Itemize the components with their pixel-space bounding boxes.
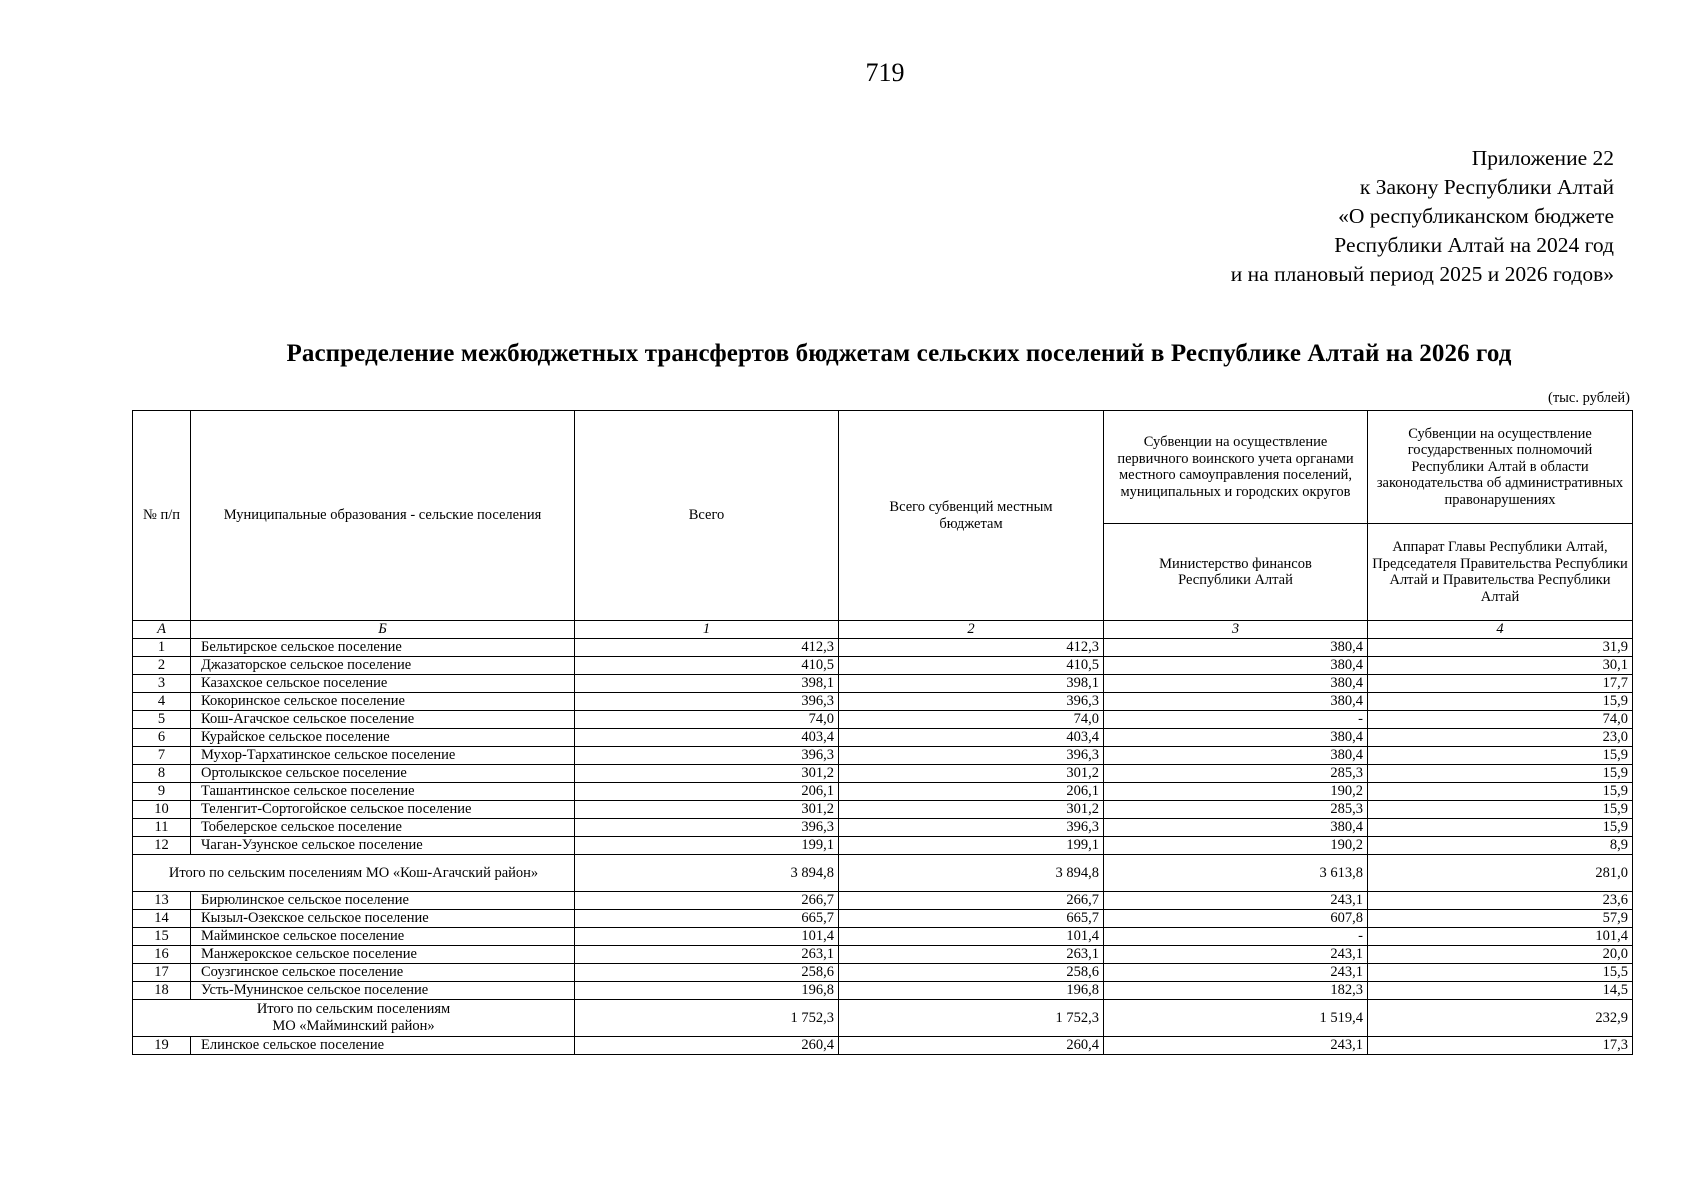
table-row	[133, 892, 1633, 910]
subtotal-admin-offences-cell: 232,9	[1368, 1000, 1633, 1037]
settlement-name-cell: Усть-Мунинское сельское поселение	[191, 982, 575, 1000]
settlement-name-cell: Елинское сельское поселение	[191, 1037, 575, 1055]
settlement-name-cell: Казахское сельское поселение	[191, 675, 575, 693]
admin-offences-cell: 15,9	[1368, 747, 1633, 765]
table-row	[133, 657, 1633, 675]
admin-offences-cell: 17,3	[1368, 1037, 1633, 1055]
military-records-cell: -	[1104, 928, 1368, 946]
admin-offences-cell: 20,0	[1368, 946, 1633, 964]
admin-offences-cell: 74,0	[1368, 711, 1633, 729]
admin-offences-cell: 15,9	[1368, 765, 1633, 783]
row-number-cell: 17	[133, 964, 191, 982]
military-records-cell: 380,4	[1104, 639, 1368, 657]
settlement-name-cell: Ортолыкское сельское поселение	[191, 765, 575, 783]
subventions-total-cell: 665,7	[839, 910, 1104, 928]
total-cell: 396,3	[575, 693, 839, 711]
appendix-line: Приложение 22	[1471, 146, 1614, 170]
military-records-cell: 380,4	[1104, 693, 1368, 711]
letter-cell: 1	[575, 621, 839, 639]
row-number-cell: 19	[133, 1037, 191, 1055]
settlement-name-cell: Соузгинское сельское поселение	[191, 964, 575, 982]
military-records-cell: 380,4	[1104, 729, 1368, 747]
table-row	[133, 964, 1633, 982]
budget-table	[132, 410, 1633, 1055]
total-cell: 266,7	[575, 892, 839, 910]
header-num: № п/п	[133, 411, 191, 621]
admin-offences-cell: 15,9	[1368, 693, 1633, 711]
admin-offences-cell: 15,9	[1368, 801, 1633, 819]
table-row	[133, 711, 1633, 729]
total-cell: 74,0	[575, 711, 839, 729]
military-records-cell: 243,1	[1104, 892, 1368, 910]
header-total: Всего	[575, 411, 839, 621]
total-cell: 206,1	[575, 783, 839, 801]
settlement-name-cell: Бельтирское сельское поселение	[191, 639, 575, 657]
row-number-cell: 16	[133, 946, 191, 964]
total-cell: 410,5	[575, 657, 839, 675]
admin-offences-cell: 23,0	[1368, 729, 1633, 747]
subventions-total-cell: 258,6	[839, 964, 1104, 982]
letter-row	[133, 621, 1633, 639]
header-government-office: Аппарат Главы Республики Алтай, Председателя Правительства Республики Алтай и Правительства Республики Алтай	[1368, 524, 1633, 621]
military-records-cell: -	[1104, 711, 1368, 729]
subventions-total-cell: 266,7	[839, 892, 1104, 910]
admin-offences-cell: 8,9	[1368, 837, 1633, 855]
table-row	[133, 639, 1633, 657]
subtotal-label-line: МО «Майминский район»	[272, 1018, 435, 1034]
admin-offences-cell: 101,4	[1368, 928, 1633, 946]
military-records-cell: 285,3	[1104, 765, 1368, 783]
subtotal-military-records-cell: 1 519,4	[1104, 1000, 1368, 1037]
table-row	[133, 982, 1633, 1000]
military-records-cell: 380,4	[1104, 657, 1368, 675]
letter-cell: Б	[191, 621, 575, 639]
table-row	[133, 747, 1633, 765]
table-row	[133, 819, 1633, 837]
appendix-line: «О республиканском бюджете	[1338, 204, 1614, 228]
table-row	[133, 928, 1633, 946]
row-number-cell: 2	[133, 657, 191, 675]
subventions-total-cell: 196,8	[839, 982, 1104, 1000]
admin-offences-cell: 30,1	[1368, 657, 1633, 675]
table-row	[133, 693, 1633, 711]
row-number-cell: 15	[133, 928, 191, 946]
row-number-cell: 1	[133, 639, 191, 657]
total-cell: 301,2	[575, 801, 839, 819]
total-cell: 301,2	[575, 765, 839, 783]
row-number-cell: 9	[133, 783, 191, 801]
admin-offences-cell: 23,6	[1368, 892, 1633, 910]
header-admin-offences: Субвенции на осуществление государственных полномочий Республики Алтай в области законодательства об административных правонарушениях	[1368, 411, 1633, 524]
table-row	[133, 837, 1633, 855]
total-cell: 412,3	[575, 639, 839, 657]
letter-cell: 3	[1104, 621, 1368, 639]
row-number-cell: 7	[133, 747, 191, 765]
table-row	[133, 946, 1633, 964]
military-records-cell: 182,3	[1104, 982, 1368, 1000]
admin-offences-cell: 17,7	[1368, 675, 1633, 693]
total-cell: 260,4	[575, 1037, 839, 1055]
table-row	[133, 675, 1633, 693]
total-cell: 396,3	[575, 747, 839, 765]
settlement-name-cell: Кокоринское сельское поселение	[191, 693, 575, 711]
subventions-total-cell: 396,3	[839, 747, 1104, 765]
admin-offences-cell: 15,5	[1368, 964, 1633, 982]
subtotal-total-cell: 3 894,8	[575, 855, 839, 892]
row-number-cell: 3	[133, 675, 191, 693]
subventions-total-cell: 396,3	[839, 819, 1104, 837]
settlement-name-cell: Ташантинское сельское поселение	[191, 783, 575, 801]
subventions-total-cell: 199,1	[839, 837, 1104, 855]
subtotal-admin-offences-cell: 281,0	[1368, 855, 1633, 892]
units-label: (тыс. рублей)	[1548, 390, 1630, 406]
settlement-name-cell: Теленгит-Сортогойское сельское поселение	[191, 801, 575, 819]
table-row	[133, 801, 1633, 819]
appendix-line: Республики Алтай на 2024 год	[1334, 233, 1614, 257]
military-records-cell: 190,2	[1104, 783, 1368, 801]
row-number-cell: 4	[133, 693, 191, 711]
letter-cell: А	[133, 621, 191, 639]
header-subventions-total: Всего субвенций местным бюджетам	[839, 411, 1104, 621]
table-row	[133, 729, 1633, 747]
appendix-block	[1231, 144, 1614, 289]
header-ministry-finance: Министерство финансов Республики Алтай	[1104, 524, 1368, 621]
subventions-total-cell: 396,3	[839, 693, 1104, 711]
military-records-cell: 243,1	[1104, 964, 1368, 982]
admin-offences-cell: 15,9	[1368, 819, 1633, 837]
admin-offences-cell: 15,9	[1368, 783, 1633, 801]
row-number-cell: 6	[133, 729, 191, 747]
total-cell: 196,8	[575, 982, 839, 1000]
row-number-cell: 10	[133, 801, 191, 819]
total-cell: 199,1	[575, 837, 839, 855]
subtotal-total-cell: 1 752,3	[575, 1000, 839, 1037]
subtotal-subventions-cell: 1 752,3	[839, 1000, 1104, 1037]
letter-cell: 2	[839, 621, 1104, 639]
total-cell: 665,7	[575, 910, 839, 928]
admin-offences-cell: 14,5	[1368, 982, 1633, 1000]
subventions-total-cell: 301,2	[839, 801, 1104, 819]
subtotal-subventions-cell: 3 894,8	[839, 855, 1104, 892]
row-number-cell: 12	[133, 837, 191, 855]
settlement-name-cell: Бирюлинское сельское поселение	[191, 892, 575, 910]
document-title: Распределение межбюджетных трансфертов бюджетам сельских поселений в Республике Алтай на 2026 год	[286, 340, 1512, 367]
table-row	[133, 1037, 1633, 1055]
row-number-cell: 18	[133, 982, 191, 1000]
subventions-total-cell: 74,0	[839, 711, 1104, 729]
subtotal-label	[133, 1000, 575, 1037]
subtotal-label: Итого по сельским поселениям МО «Кош-Агачский район»	[133, 855, 575, 892]
row-number-cell: 5	[133, 711, 191, 729]
military-records-cell: 607,8	[1104, 910, 1368, 928]
subventions-total-cell: 301,2	[839, 765, 1104, 783]
subventions-total-cell: 412,3	[839, 639, 1104, 657]
military-records-cell: 243,1	[1104, 1037, 1368, 1055]
row-number-cell: 11	[133, 819, 191, 837]
appendix-line: к Закону Республики Алтай	[1359, 175, 1614, 199]
row-number-cell: 8	[133, 765, 191, 783]
settlement-name-cell: Кош-Агачское сельское поселение	[191, 711, 575, 729]
military-records-cell: 380,4	[1104, 819, 1368, 837]
table-row	[133, 765, 1633, 783]
admin-offences-cell: 57,9	[1368, 910, 1633, 928]
subtotal-row	[133, 1000, 1633, 1037]
subventions-total-cell: 206,1	[839, 783, 1104, 801]
subventions-total-cell: 403,4	[839, 729, 1104, 747]
settlement-name-cell: Мухор-Тархатинское сельское поселение	[191, 747, 575, 765]
military-records-cell: 243,1	[1104, 946, 1368, 964]
subventions-total-cell: 263,1	[839, 946, 1104, 964]
total-cell: 101,4	[575, 928, 839, 946]
letter-cell: 4	[1368, 621, 1633, 639]
subtotal-military-records-cell: 3 613,8	[1104, 855, 1368, 892]
settlement-name-cell: Кызыл-Озекское сельское поселение	[191, 910, 575, 928]
admin-offences-cell: 31,9	[1368, 639, 1633, 657]
header-name: Муниципальные образования - сельские поселения	[191, 411, 575, 621]
total-cell: 398,1	[575, 675, 839, 693]
settlement-name-cell: Тобелерское сельское поселение	[191, 819, 575, 837]
page-number: 719	[865, 58, 905, 87]
table-row	[133, 783, 1633, 801]
subventions-total-cell: 410,5	[839, 657, 1104, 675]
settlement-name-cell: Джазаторское сельское поселение	[191, 657, 575, 675]
total-cell: 403,4	[575, 729, 839, 747]
military-records-cell: 380,4	[1104, 675, 1368, 693]
subventions-total-cell: 260,4	[839, 1037, 1104, 1055]
settlement-name-cell: Курайское сельское поселение	[191, 729, 575, 747]
settlement-name-cell: Чаган-Узунское сельское поселение	[191, 837, 575, 855]
header-military-records: Субвенции на осуществление первичного воинского учета органами местного самоуправления поселений, муниципальных и городских округов	[1104, 411, 1368, 524]
subtotal-label-line: Итого по сельским поселениям	[256, 1001, 451, 1017]
total-cell: 258,6	[575, 964, 839, 982]
total-cell: 263,1	[575, 946, 839, 964]
settlement-name-cell: Манжерокское сельское поселение	[191, 946, 575, 964]
appendix-line: и на плановый период 2025 и 2026 годов»	[1230, 262, 1614, 286]
subventions-total-cell: 101,4	[839, 928, 1104, 946]
row-number-cell: 13	[133, 892, 191, 910]
settlement-name-cell: Майминское сельское поселение	[191, 928, 575, 946]
row-number-cell: 14	[133, 910, 191, 928]
table-row	[133, 910, 1633, 928]
military-records-cell: 380,4	[1104, 747, 1368, 765]
total-cell: 396,3	[575, 819, 839, 837]
header-row	[133, 411, 1633, 524]
military-records-cell: 190,2	[1104, 837, 1368, 855]
military-records-cell: 285,3	[1104, 801, 1368, 819]
subventions-total-cell: 398,1	[839, 675, 1104, 693]
subtotal-row	[133, 855, 1633, 892]
